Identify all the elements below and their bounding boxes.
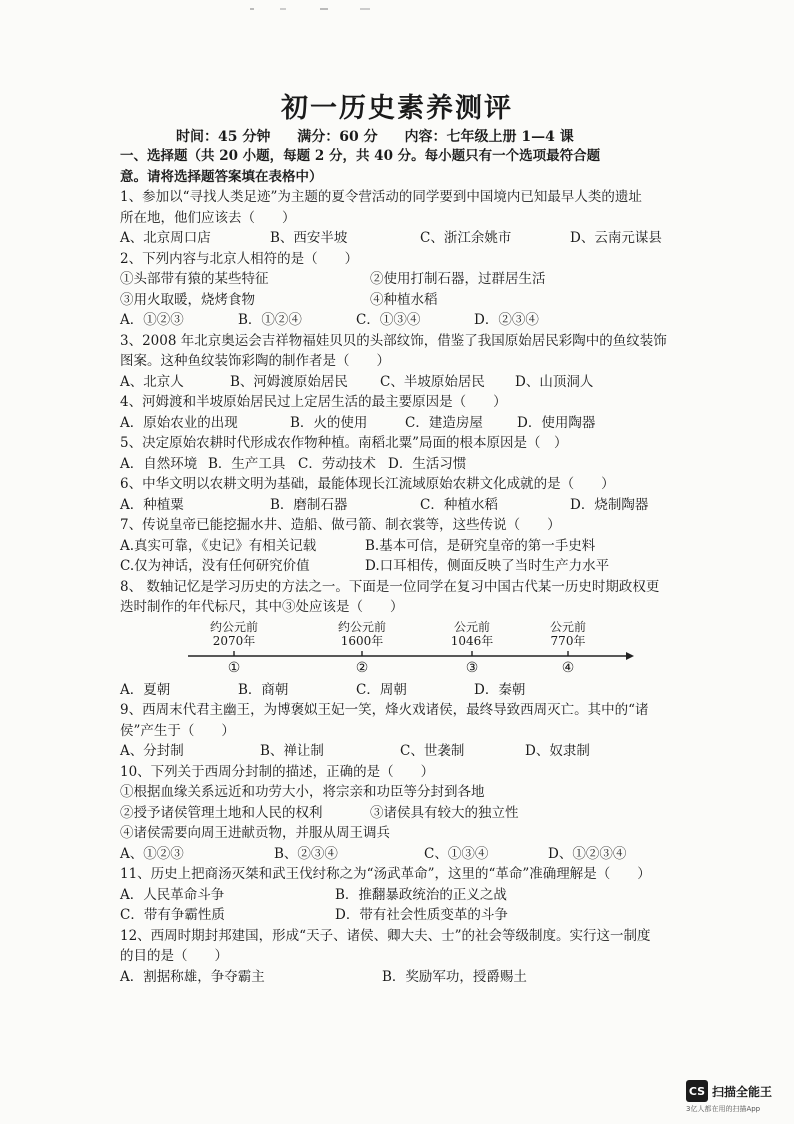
statement: ②使用打制石器，过群居生活 (370, 271, 546, 287)
q10-options (120, 844, 720, 865)
timeline-date-prefix: 约公元前 (209, 619, 258, 634)
q9-options (120, 741, 720, 762)
q7-options (120, 536, 720, 557)
option: D．生活习惯 (388, 455, 467, 472)
option: B．火的使用 (290, 414, 368, 431)
q11-options (120, 905, 720, 926)
q10-statement: ④诸侯需要向周王进献贡物，并服从周王调兵 (120, 825, 390, 841)
option: D、①②③④ (548, 845, 627, 862)
timeline-date (322, 620, 402, 648)
statement: ③用火取暖，烧烤食物 (120, 291, 255, 308)
option: C、世袭制 (400, 743, 465, 759)
timeline-year: 770年 (550, 633, 586, 648)
exam-meta (176, 126, 596, 146)
exam-scope: 内容：七年级上册 1—4 课 (404, 129, 574, 145)
option: C．劳动技术 (298, 455, 376, 472)
option: A．①②③ (120, 312, 184, 328)
statement: ①头部带有猿的某些特征 (120, 271, 269, 287)
q7-stem: 7、传说皇帝已能挖掘水井、造船、做弓箭、制衣裳等，这些传说（ ） (120, 517, 561, 533)
q3-stem: 3、2008 年北京奥运会吉祥物福娃贝贝的头部纹饰，借鉴了我国原始居民彩陶中的鱼纹装饰 (120, 332, 667, 349)
timeline-date-prefix: 公元前 (549, 619, 586, 634)
option: C、浙江余姚市 (420, 230, 512, 246)
q12-options (120, 967, 720, 988)
q5-options (120, 454, 720, 475)
q2-items (120, 269, 720, 290)
q10-items (120, 803, 720, 824)
option: C．周朝 (356, 681, 407, 698)
q2-stem: 2、下列内容与北京人相符的是（ ） (120, 250, 359, 267)
option: B.基本可信，是研究皇帝的第一手史料 (365, 537, 596, 554)
q11-options (120, 885, 720, 906)
exam-score: 满分：60 分 (297, 129, 378, 145)
option: D、山顶洞人 (515, 373, 594, 390)
timeline-year: 2070年 (212, 633, 256, 648)
option: A．种植粟 (120, 496, 184, 513)
statement: ②授予诸侯管理土地和人民的权利 (120, 804, 323, 821)
scanner-logo-icon: CS (686, 1080, 708, 1102)
section-heading-cont: 意。请将选择题答案填在表格中） (120, 168, 323, 185)
q9-stem-cont: 侯”产生于（ ） (120, 722, 235, 739)
option: B、河姆渡原始居民 (230, 373, 348, 390)
option: B、②③④ (274, 845, 338, 862)
option: A．自然环境 (120, 455, 198, 472)
option: A．人民革命斗争 (120, 886, 225, 903)
option: D．②③④ (474, 312, 539, 328)
section-heading: 一、选择题（共 20 小题，每题 2 分，共 40 分。每小题只有一个选项最符合题 (120, 148, 601, 164)
option: D．烧制陶器 (570, 496, 649, 513)
q10-stem: 10、下列关于西周分封制的描述，正确的是（ ） (120, 763, 435, 780)
q3-options (120, 372, 720, 393)
option: C．建造房屋 (405, 414, 483, 431)
option: B．奖励军功，授爵赐土 (382, 968, 527, 985)
option: C．①③④ (356, 312, 421, 328)
q10-statement: ①根据血缘关系远近和功劳大小，将宗亲和功臣等分封到各地 (120, 784, 485, 800)
exam-time: 时间：45 分钟 (176, 129, 271, 145)
timeline-date (528, 620, 608, 648)
q4-options (120, 413, 720, 434)
q5-stem: 5、决定原始农耕时代形成农作物种植。南稻北粟”局面的根本原因是（ ） (120, 435, 568, 451)
q12-stem-cont: 的目的是（ ） (120, 948, 228, 964)
option: C．带有争霸性质 (120, 907, 225, 923)
option: D.口耳相传，侧面反映了当时生产力水平 (365, 558, 610, 574)
option: D．带有社会性质变革的斗争 (335, 907, 508, 923)
q3-stem-cont: 图案。这种鱼纹装饰彩陶的制作者是（ ） (120, 353, 390, 369)
option: B．生产工具 (208, 455, 286, 472)
exam-content (120, 146, 720, 987)
option: B、禅让制 (260, 743, 324, 759)
timeline-mark: ④ (561, 659, 575, 676)
scanner-slogan: 3亿人都在用的扫描App (686, 1105, 761, 1113)
option: D．使用陶器 (517, 414, 596, 431)
q11-stem: 11、历史上把商汤灭桀和武王伐纣称之为“汤武革命”，这里的“革命”准确理解是（ ） (120, 866, 651, 882)
timeline-date-prefix: 约公元前 (337, 619, 386, 634)
option: B、西安半坡 (270, 230, 348, 246)
option: C、半坡原始居民 (380, 373, 485, 390)
q8-timeline (120, 618, 720, 680)
option: A．原始农业的出现 (120, 414, 238, 431)
q6-options (120, 495, 720, 516)
option: B．商朝 (238, 681, 289, 698)
option: D、云南元谋县 (570, 230, 662, 246)
statement: ③诸侯具有较大的独立性 (370, 804, 519, 821)
option: A．割据称雄，争夺霸主 (120, 968, 265, 985)
scan-top-marks (250, 6, 390, 12)
option: C、①③④ (424, 845, 489, 862)
q8-stem: 8、 数轴记忆是学习历史的方法之一。下面是一位同学在复习中国古代某一历史时期政权更 (120, 578, 660, 595)
q7-options (120, 556, 720, 577)
option: C.仅为神话，没有任何研究价值 (120, 558, 310, 574)
option: A、北京周口店 (120, 230, 211, 246)
option: A．夏朝 (120, 681, 171, 698)
q2-options (120, 310, 720, 331)
timeline-date-prefix: 公元前 (453, 619, 490, 634)
timeline-date (194, 620, 274, 648)
q12-stem: 12、西周时期封邦建国，形成“天子、诸侯、卿大夫、士”的社会等级制度。实行这一制度 (120, 927, 651, 944)
timeline-date (432, 620, 512, 648)
option: A、分封制 (120, 743, 184, 759)
option: A.真实可靠，《史记》有相关记载 (120, 537, 317, 554)
q1-stem-cont: 所在地，他们应该去（ ） (120, 209, 296, 226)
option: B．①②④ (238, 312, 302, 328)
q4-stem: 4、河姆渡和半坡原始居民过上定居生活的最主要原因是（ ） (120, 394, 507, 410)
statement: ④种植水稻 (370, 291, 438, 308)
option: D、奴隶制 (525, 743, 590, 759)
option: B．推翻暴政统治的正义之战 (335, 886, 507, 903)
q6-stem: 6、中华文明以农耕文明为基础，最能体现长江流域原始农耕文化成就的是（ ） (120, 476, 615, 492)
q8-options (120, 680, 720, 701)
q8-stem-cont: 迭时制作的年代标尺，其中③处应该是（ ） (120, 599, 404, 615)
timeline-mark: ③ (465, 659, 479, 676)
scanner-watermark (686, 1080, 772, 1102)
exam-title: 初一历史素养测评 (281, 93, 513, 124)
option: A、北京人 (120, 373, 184, 390)
scanner-name: 扫描全能王 (712, 1084, 773, 1099)
q2-items (120, 290, 720, 311)
timeline-mark: ② (355, 659, 369, 676)
q1-stem: 1、参加以“寻找人类足迹”为主题的夏令营活动的同学要到中国境内已知最早人类的遗址 (120, 189, 642, 205)
option: C．种植水稻 (420, 496, 498, 513)
timeline-mark: ① (227, 659, 241, 676)
q1-options (120, 228, 720, 249)
option: A、①②③ (120, 845, 184, 862)
timeline-year: 1046年 (450, 633, 494, 648)
q9-stem: 9、西周末代君主幽王，为博褒姒王妃一笑，烽火戏诸侯，最终导致西周灭亡。其中的“诸 (120, 702, 649, 718)
timeline-year: 1600年 (340, 633, 384, 648)
option: D．秦朝 (474, 681, 526, 698)
option: B．磨制石器 (270, 496, 348, 513)
